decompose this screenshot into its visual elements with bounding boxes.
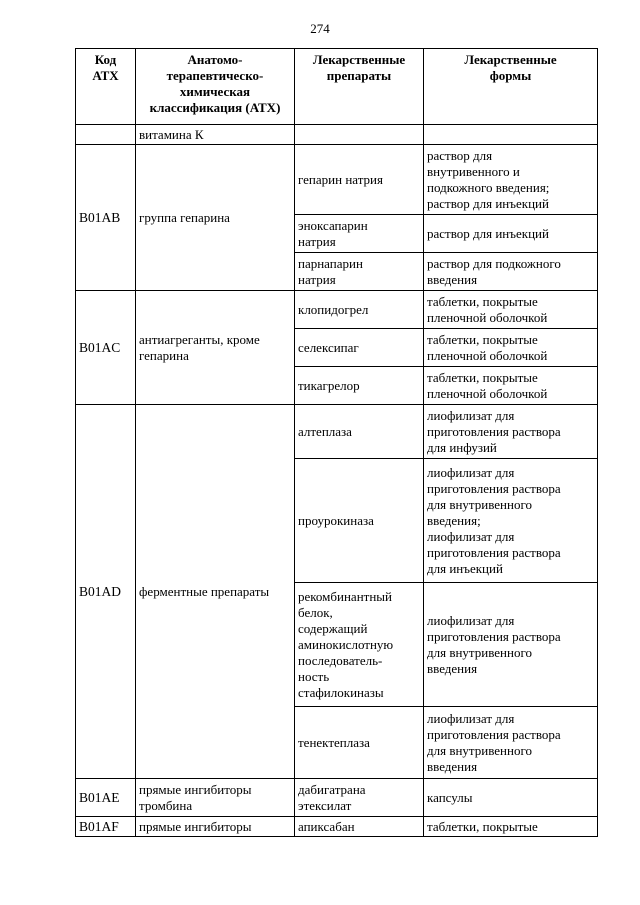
header-drugs: Лекарственные препараты <box>295 49 424 125</box>
header-code: Код АТХ <box>76 49 136 125</box>
table-row <box>76 779 598 817</box>
table-header-row <box>76 49 598 125</box>
classification-cell: прямые ингибиторы <box>136 817 295 837</box>
drug-cell: проурокиназа <box>295 459 424 583</box>
header-classification: Анатомо- терапевтическо- химическая классификация (АТХ) <box>136 49 295 125</box>
code-cell: B01AB <box>76 145 136 291</box>
classification-cell: группа гепарина <box>136 145 295 291</box>
code-cell: B01AC <box>76 291 136 405</box>
form-cell: лиофилизат для приготовления раствора для внутривенного введения <box>424 583 598 707</box>
form-cell: раствор для инъекций <box>424 215 598 253</box>
form-cell: таблетки, покрытые пленочной оболочкой <box>424 367 598 405</box>
page-number: 274 <box>310 21 330 36</box>
table-row <box>76 291 598 329</box>
classification-cell: витамина К <box>136 125 295 145</box>
drug-cell: гепарин натрия <box>295 145 424 215</box>
code-cell: B01AE <box>76 779 136 817</box>
table-row <box>76 405 598 459</box>
drug-cell: селексипаг <box>295 329 424 367</box>
drug-cell: парнапарин натрия <box>295 253 424 291</box>
classification-cell: прямые ингибиторы тромбина <box>136 779 295 817</box>
drug-cell: клопидогрел <box>295 291 424 329</box>
drug-cell: дабигатрана этексилат <box>295 779 424 817</box>
code-cell: B01AF <box>76 817 136 837</box>
drug-cell: алтеплаза <box>295 405 424 459</box>
form-cell <box>424 125 598 145</box>
form-cell: лиофилизат для приготовления раствора для инфузий <box>424 405 598 459</box>
code-cell <box>76 125 136 145</box>
form-cell: капсулы <box>424 779 598 817</box>
form-cell: лиофилизат для приготовления раствора для внутривенного введения; лиофилизат для приготовления раствора для инъекций <box>424 459 598 583</box>
drug-cell: рекомбинантный белок, содержащий аминокислотную последователь- ность стафилокиназы <box>295 583 424 707</box>
classification-cell: ферментные препараты <box>136 405 295 779</box>
drug-cell: эноксапарин натрия <box>295 215 424 253</box>
header-forms: Лекарственные формы <box>424 49 598 125</box>
drug-cell: тенектеплаза <box>295 707 424 779</box>
form-cell: раствор для подкожного введения <box>424 253 598 291</box>
table-row <box>76 817 598 837</box>
drug-cell: тикагрелор <box>295 367 424 405</box>
drug-cell <box>295 125 424 145</box>
form-cell: таблетки, покрытые пленочной оболочкой <box>424 291 598 329</box>
table-row <box>76 125 598 145</box>
atx-drug-table <box>75 48 598 837</box>
form-cell: раствор для внутривенного и подкожного введения; раствор для инъекций <box>424 145 598 215</box>
drug-cell: апиксабан <box>295 817 424 837</box>
classification-cell: антиагреганты, кроме гепарина <box>136 291 295 405</box>
table-row <box>76 145 598 215</box>
form-cell: лиофилизат для приготовления раствора для внутривенного введения <box>424 707 598 779</box>
code-cell: B01AD <box>76 405 136 779</box>
form-cell: таблетки, покрытые пленочной оболочкой <box>424 329 598 367</box>
form-cell: таблетки, покрытые <box>424 817 598 837</box>
